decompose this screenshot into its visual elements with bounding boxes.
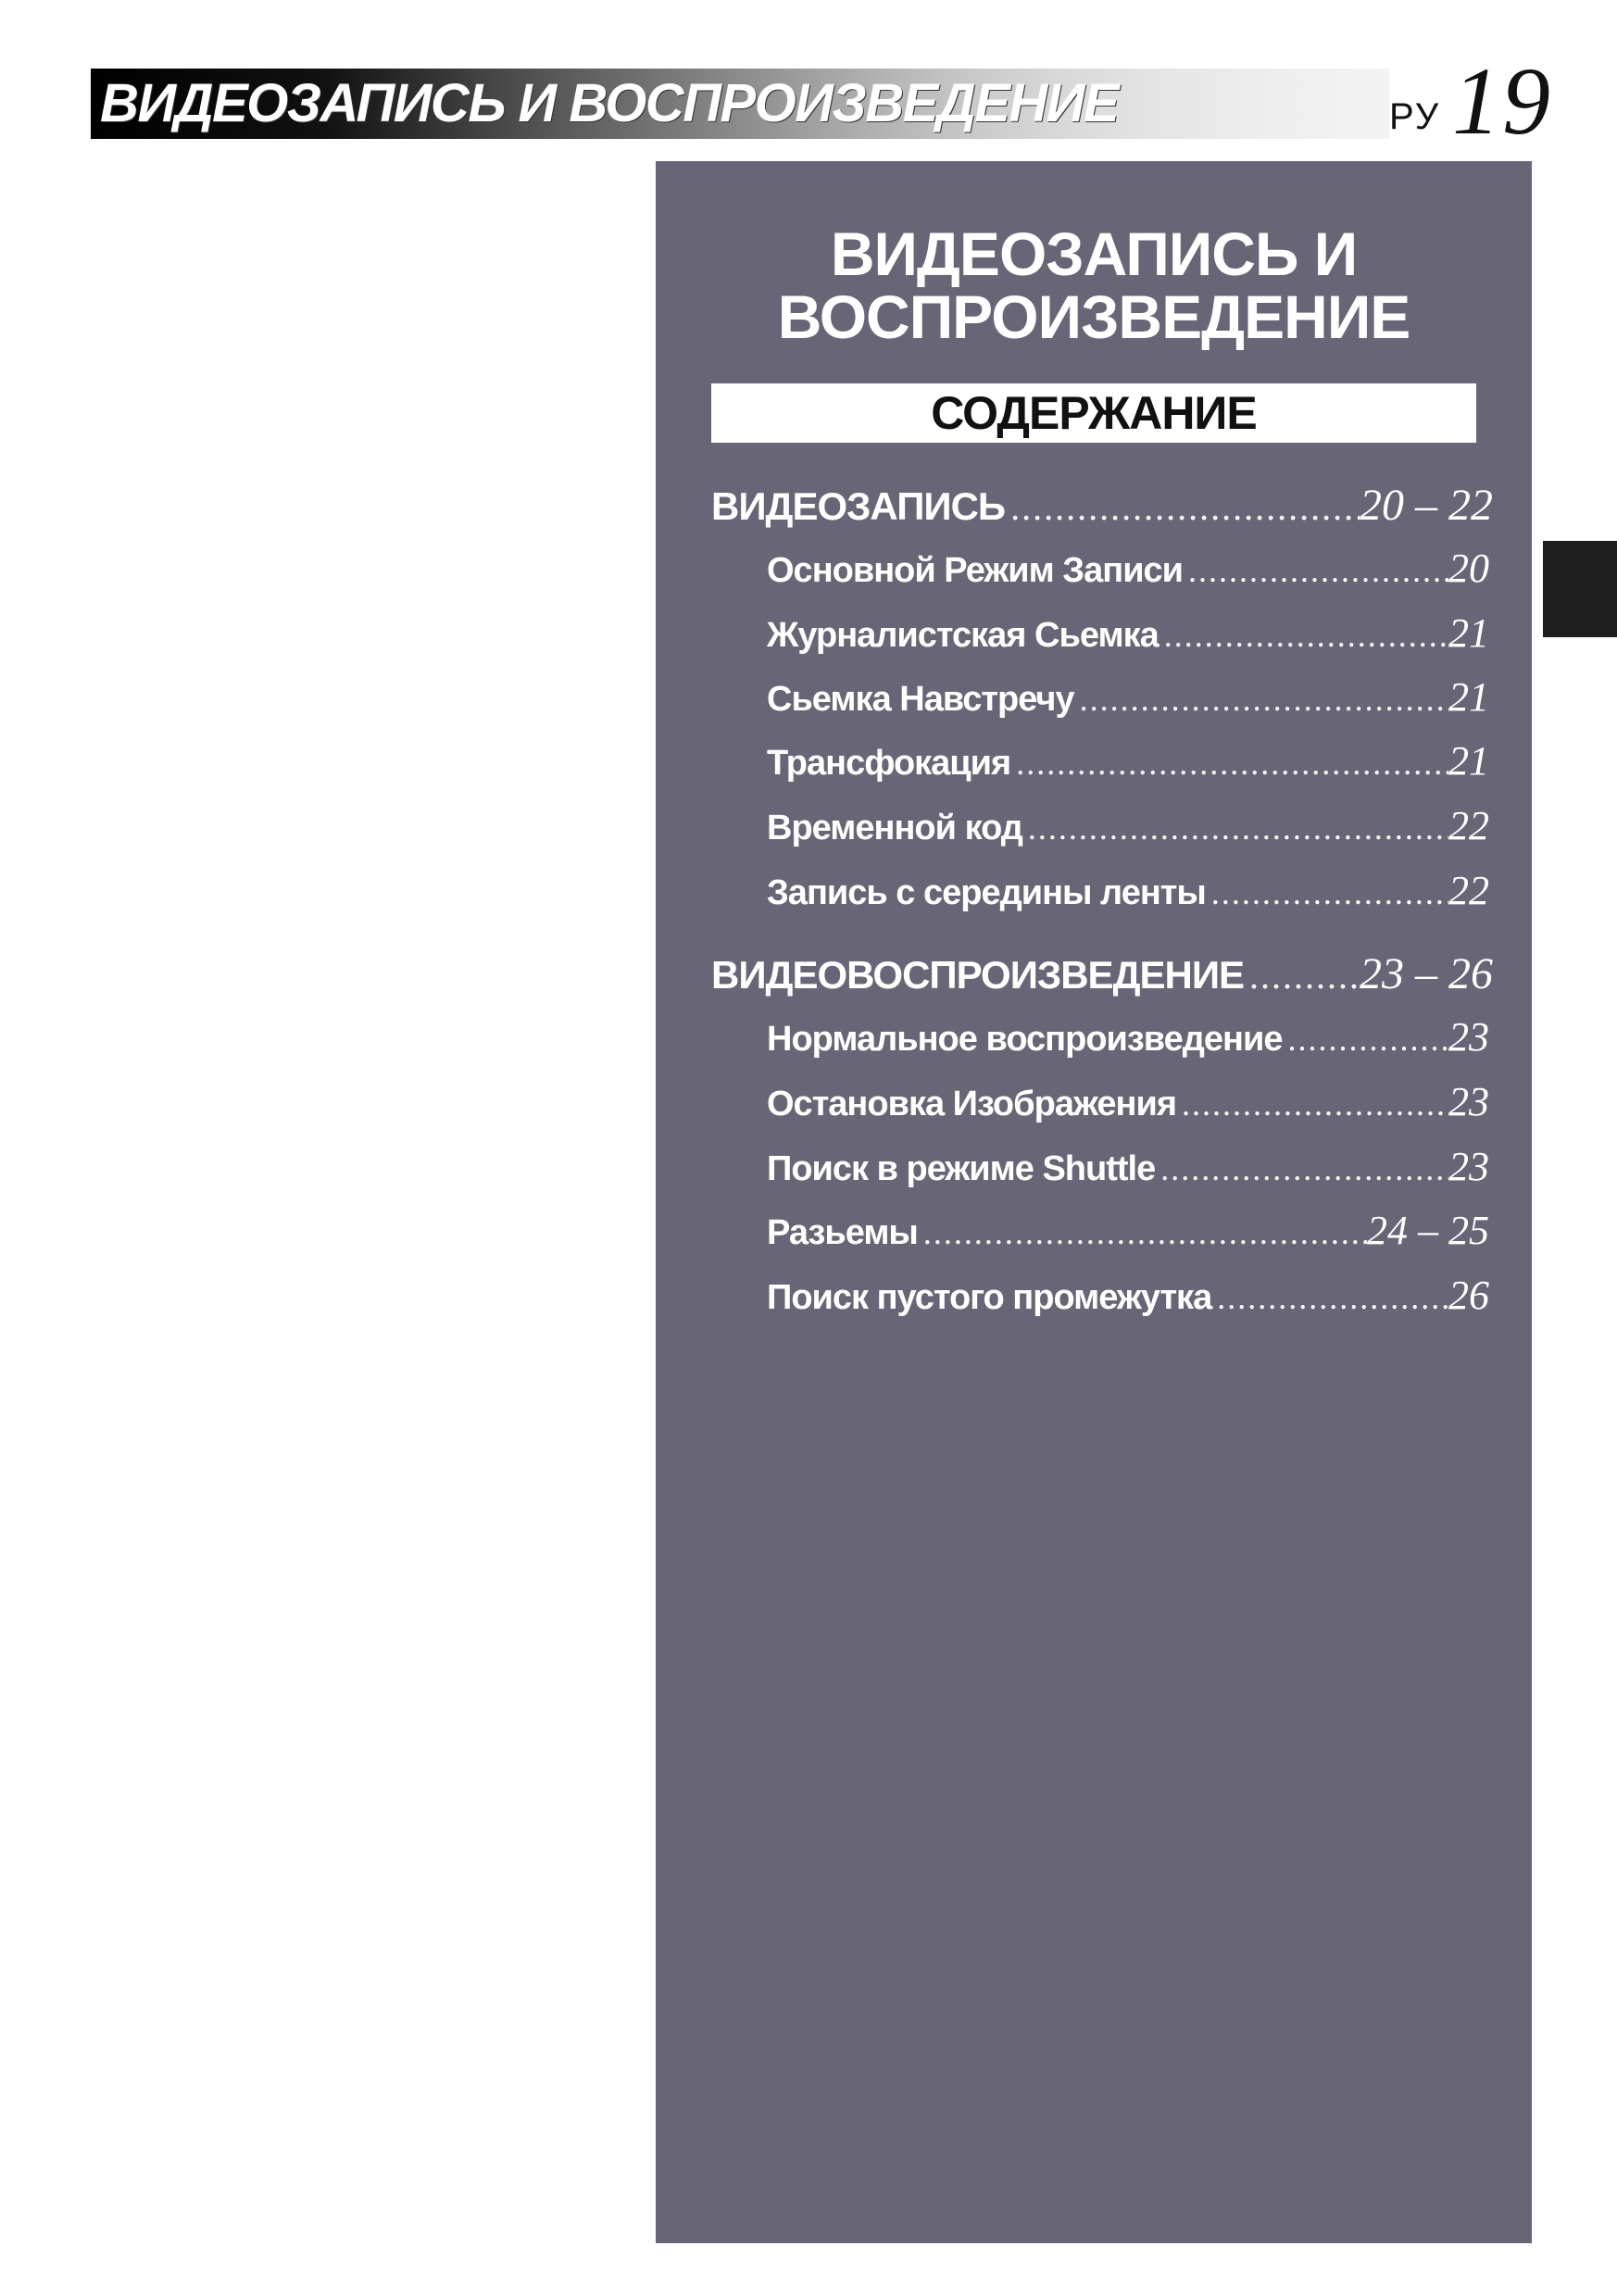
section-header-title: ВИДЕОЗАПИСЬ И ВОСПРОИЗВЕДЕНИЕ — [100, 73, 1119, 133]
language-code: РУ — [1389, 96, 1441, 137]
toc-item-label: Поиск в режиме Shuttle — [767, 1149, 1156, 1188]
toc-item-page: 21 — [1448, 738, 1489, 784]
toc-item-label: Запись с середины ленты — [767, 873, 1206, 912]
toc-leader-dots — [918, 1213, 1367, 1252]
toc-item[interactable] — [767, 1207, 1489, 1255]
panel-title — [656, 220, 1532, 351]
toc-leader-dots — [1074, 680, 1448, 719]
toc-item-page: 23 — [1448, 1144, 1489, 1189]
toc-leader-dots — [1022, 809, 1448, 847]
toc-section-pages: 23 – 26 — [1360, 949, 1493, 998]
toc-leader-dots — [1005, 485, 1360, 529]
toc-leader-dots — [1176, 1085, 1448, 1123]
toc-item[interactable] — [767, 867, 1489, 915]
toc-item-page: 21 — [1448, 674, 1489, 720]
contents-panel — [656, 161, 1532, 2243]
toc-leader-dots — [1206, 873, 1448, 912]
panel-title-line-2: ВОСПРОИЗВЕДЕНИЕ — [777, 282, 1410, 351]
toc-section-videovosproizvedenie[interactable] — [711, 948, 1493, 1000]
panel-title-line-1: ВИДЕОЗАПИСЬ И — [830, 220, 1358, 288]
toc-item-page: 23 — [1448, 1014, 1489, 1060]
toc-item[interactable] — [767, 1013, 1489, 1061]
toc-item-label: Сьемка Навстречу — [767, 680, 1074, 719]
toc-leader-dots — [1283, 1020, 1449, 1059]
toc-item-label: Временной код — [767, 809, 1022, 847]
toc-item-label: Трансфокация — [767, 744, 1011, 783]
toc-item-page: 23 — [1448, 1079, 1489, 1124]
toc-section-label: ВИДЕОЗАПИСЬ — [711, 484, 1006, 528]
toc-item-label: Нормальное воспроизведение — [767, 1020, 1283, 1059]
contents-heading: СОДЕРЖАНИЕ — [711, 383, 1476, 443]
toc-section-videozapis[interactable] — [711, 480, 1493, 532]
toc-section-label: ВИДЕОВОСПРОИЗВЕДЕНИЕ — [711, 953, 1245, 997]
toc-item-label: Остановка Изображения — [767, 1085, 1177, 1123]
toc-leader-dots — [1244, 954, 1360, 997]
toc-item[interactable] — [767, 609, 1489, 658]
page-number: 19 — [1452, 48, 1552, 155]
toc-item-label: Поиск пустого промежутка — [767, 1278, 1212, 1317]
toc-item-label: Журналистская Сьемка — [767, 616, 1159, 655]
toc-leader-dots — [1010, 744, 1448, 783]
section-header-bar — [91, 69, 1389, 139]
section-thumb-tab — [1543, 541, 1617, 637]
toc-leader-dots — [1183, 551, 1448, 590]
toc-item-label: Разьемы — [767, 1213, 918, 1252]
toc-item-label: Основной Режим Записи — [767, 551, 1184, 590]
toc-item[interactable] — [767, 545, 1489, 593]
toc-item[interactable] — [767, 673, 1489, 721]
toc-item-page: 20 — [1448, 546, 1489, 591]
toc-leader-dots — [1159, 616, 1448, 655]
toc-item[interactable] — [767, 1078, 1489, 1126]
toc-item[interactable] — [767, 1143, 1489, 1191]
toc-item[interactable] — [767, 802, 1489, 850]
toc-item-page: 24 – 25 — [1367, 1208, 1489, 1253]
toc-item-page: 22 — [1448, 868, 1489, 913]
toc-item-page: 22 — [1448, 803, 1489, 848]
toc-item[interactable] — [767, 737, 1489, 785]
toc-item-page: 26 — [1448, 1273, 1489, 1318]
toc-item-page: 21 — [1448, 610, 1489, 656]
toc-leader-dots — [1211, 1278, 1448, 1317]
toc-item[interactable] — [767, 1272, 1489, 1320]
toc-section-pages: 20 – 22 — [1360, 481, 1493, 530]
toc-leader-dots — [1155, 1149, 1448, 1188]
